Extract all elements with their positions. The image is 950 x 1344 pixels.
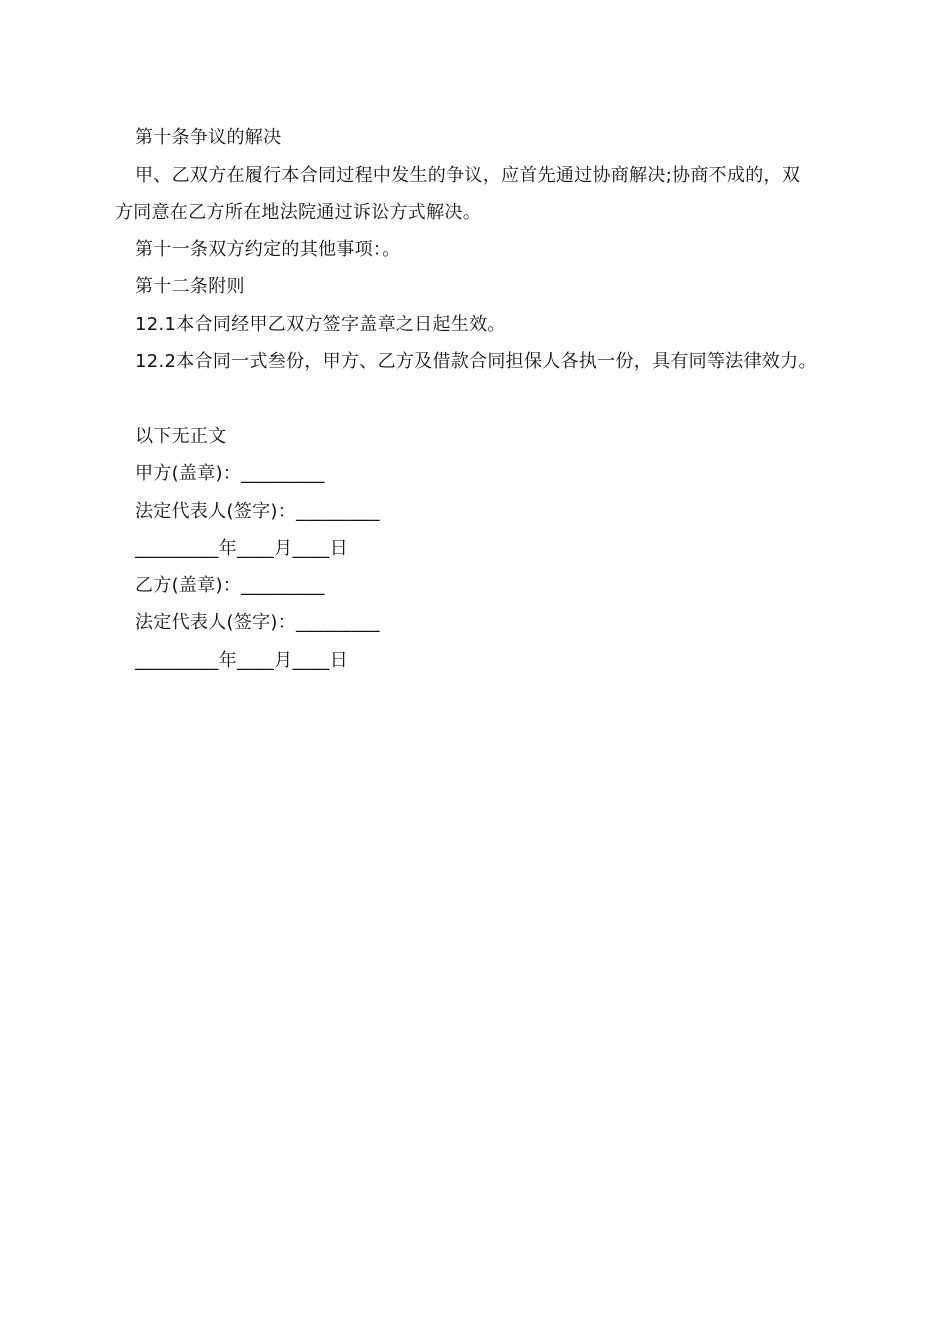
end-note: 以下无正文 <box>135 426 227 447</box>
party-a-seal-line: 甲方(盖章)：_________ <box>135 463 325 484</box>
article-10-title: 第十条争议的解决 <box>135 127 282 148</box>
article-10-body-line2: 方同意在乙方所在地法院通过诉讼方式解决。 <box>115 202 481 223</box>
party-a-date-line: _________年____月____日 <box>135 538 348 559</box>
party-b-representative-line: 法定代表人(签字)：_________ <box>135 612 380 633</box>
party-b-seal-line: 乙方(盖章)：_________ <box>135 575 325 596</box>
article-11: 第十一条双方约定的其他事项：。 <box>135 239 401 260</box>
article-10-body-line1: 甲、乙双方在履行本合同过程中发生的争议，应首先通过协商解决;协商不成的，双 <box>135 165 801 186</box>
clause-12-1: 12.1本合同经甲乙双方签字盖章之日起生效。 <box>135 314 506 335</box>
party-a-representative-line: 法定代表人(签字)：_________ <box>135 501 380 522</box>
party-b-date-line: _________年____月____日 <box>135 650 348 671</box>
article-12-title: 第十二条附则 <box>135 276 245 297</box>
clause-12-2: 12.2本合同一式叁份，甲方、乙方及借款合同担保人各执一份，具有同等法律效力。 <box>135 351 817 372</box>
